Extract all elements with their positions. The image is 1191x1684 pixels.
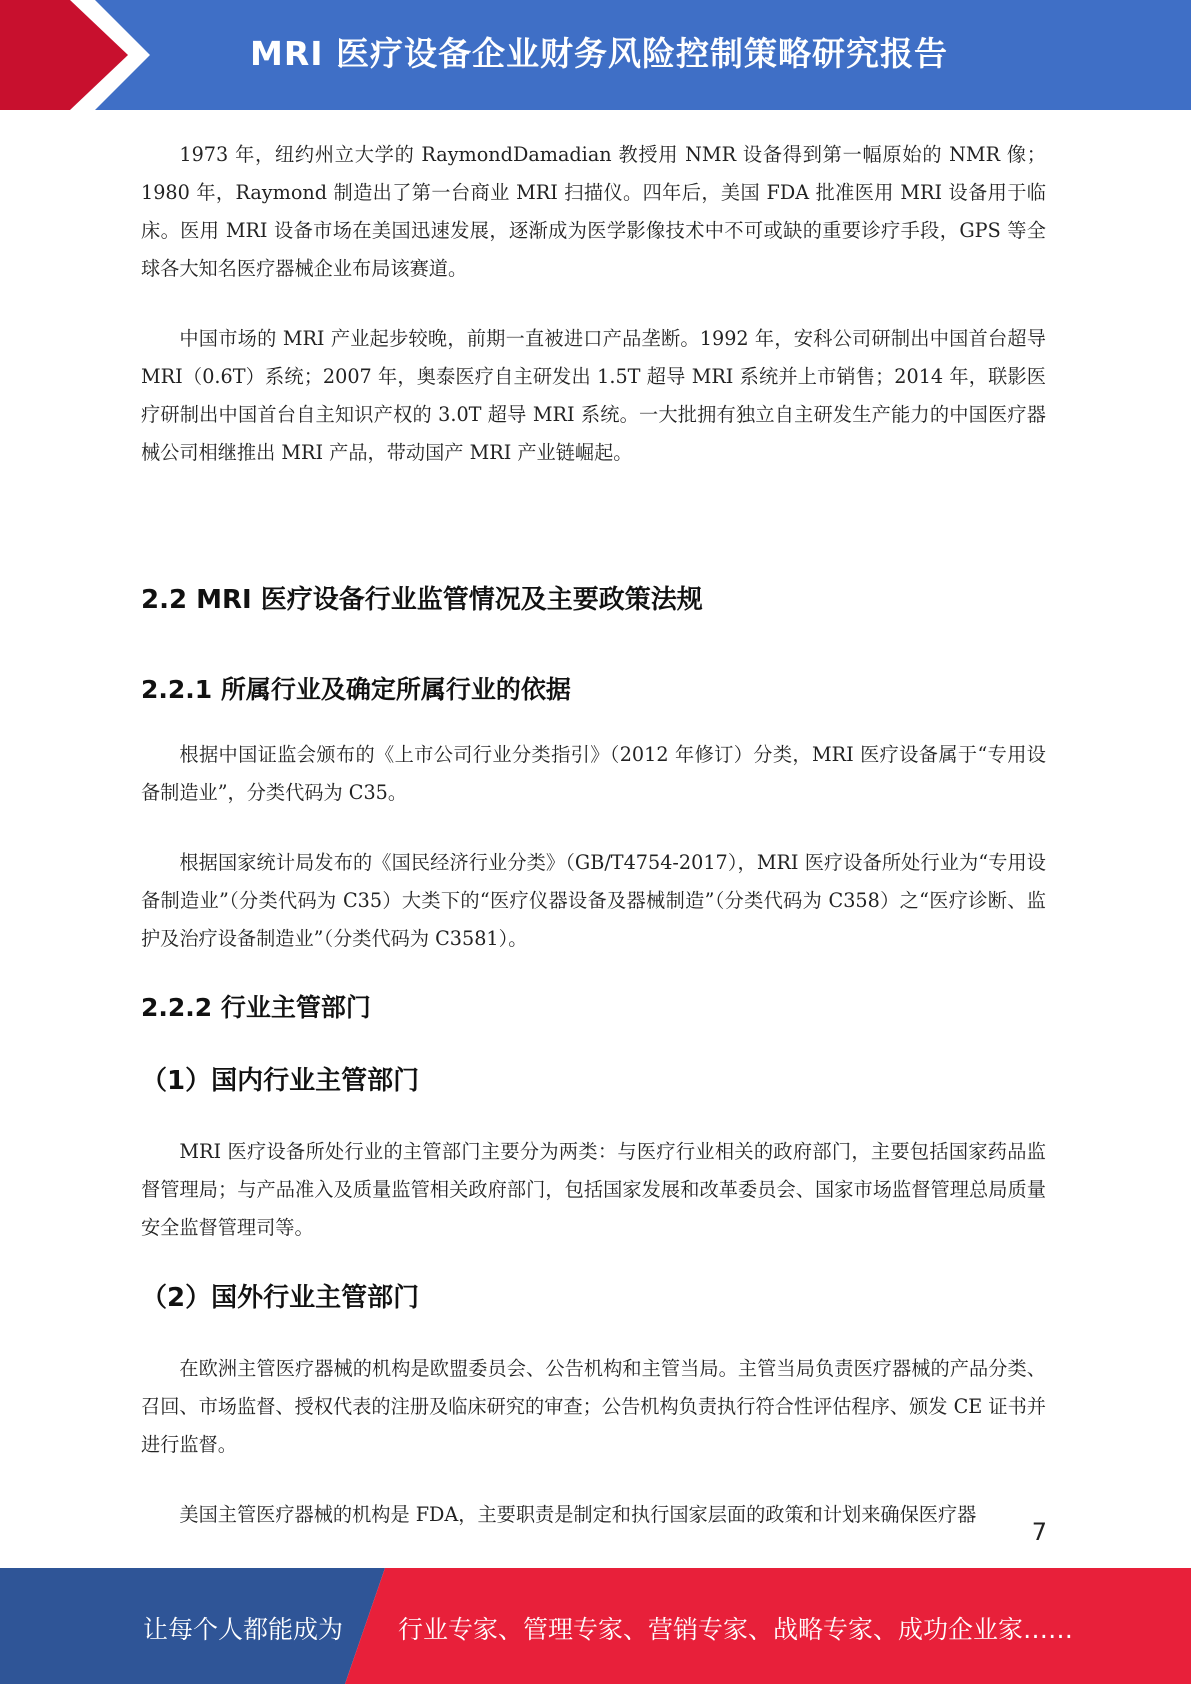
page-footer (0, 1568, 1191, 1684)
section-heading-2-2-1: 2.2.1 所属行业及确定所属行业的依据 (141, 675, 571, 704)
subheading-foreign-authorities: （2）国外行业主管部门 (141, 1283, 420, 1313)
document-body (141, 136, 1046, 1534)
paragraph-csrc-classification: 根据中国证监会颁布的《上市公司行业分类指引》（2012 年修订）分类，MRI 医疗设备属于“专用设备制造业”，分类代码为 C35。 (141, 743, 1046, 804)
footer-slogan-left: 让每个人都能成为 (143, 1615, 344, 1644)
paragraph-domestic-authorities: MRI 医疗设备所处行业的主管部门主要分为两类：与医疗行业相关的政府部门，主要包括国家药品监督管理局；与产品准入及质量监管相关政府部门，包括国家发展和改革委员会、国家市场监督管理总局质量安全监督管理司等。 (141, 1140, 1046, 1239)
paragraph-us-fda: 美国主管医疗器械的机构是 FDA，主要职责是制定和执行国家层面的政策和计划来确保医疗器 (179, 1503, 977, 1526)
footer-slogan-right: 行业专家、管理专家、营销专家、战略专家、成功企业家…… (398, 1615, 1074, 1644)
page-header (0, 0, 1191, 110)
section-heading-2-2: 2.2 MRI 医疗设备行业监管情况及主要政策法规 (141, 585, 703, 615)
page-number: 7 (1031, 1518, 1047, 1546)
section-heading-2-2-2: 2.2.2 行业主管部门 (141, 993, 371, 1022)
paragraph-history-us: 1973 年，纽约州立大学的 RaymondDamadian 教授用 NMR 设备得到第一幅原始的 NMR 像；1980 年，Raymond 制造出了第一台商业 MRI 扫描仪。四年后，美国 FDA 批准医用 MRI 设备用于临床。医用 MRI 设备市场在美国迅速发展，逐渐成为医学影像技术中不可或缺的重要诊疗手段，GPS 等全球各大知名医疗器械企业布局该赛道。 (141, 143, 1046, 280)
header-arrow-decoration (0, 0, 160, 110)
paragraph-history-china: 中国市场的 MRI 产业起步较晚，前期一直被进口产品垄断。1992 年，安科公司研制出中国首台超导 MRI（0.6T）系统；2007 年，奥泰医疗自主研发出 1.5T 超导 MRI 系统并上市销售；2014 年，联影医疗研制出中国首台自主知识产权的 3.0T 超导 MRI 系统。一大批拥有独立自主研发生产能力的中国医疗器械公司相继推出 MRI 产品，带动国产 MRI 产业链崛起。 (141, 327, 1046, 464)
paragraph-eu-authorities: 在欧洲主管医疗器械的机构是欧盟委员会、公告机构和主管当局。主管当局负责医疗器械的产品分类、召回、市场监督、授权代表的注册及临床研究的审查；公告机构负责执行符合性评估程序、颁发 CE 证书并进行监督。 (141, 1357, 1046, 1456)
paragraph-nbs-classification: 根据国家统计局发布的《国民经济行业分类》（GB/T4754-2017），MRI 医疗设备所处行业为“专用设备制造业”（分类代码为 C35）大类下的“医疗仪器设备及器械制造”（分类代码为 C358）之“医疗诊断、监护及治疗设备制造业”（分类代码为 C3581）。 (141, 851, 1046, 950)
subheading-domestic-authorities: （1）国内行业主管部门 (141, 1066, 420, 1096)
header-title: MRI 医疗设备企业财务风险控制策略研究报告 (250, 34, 949, 73)
